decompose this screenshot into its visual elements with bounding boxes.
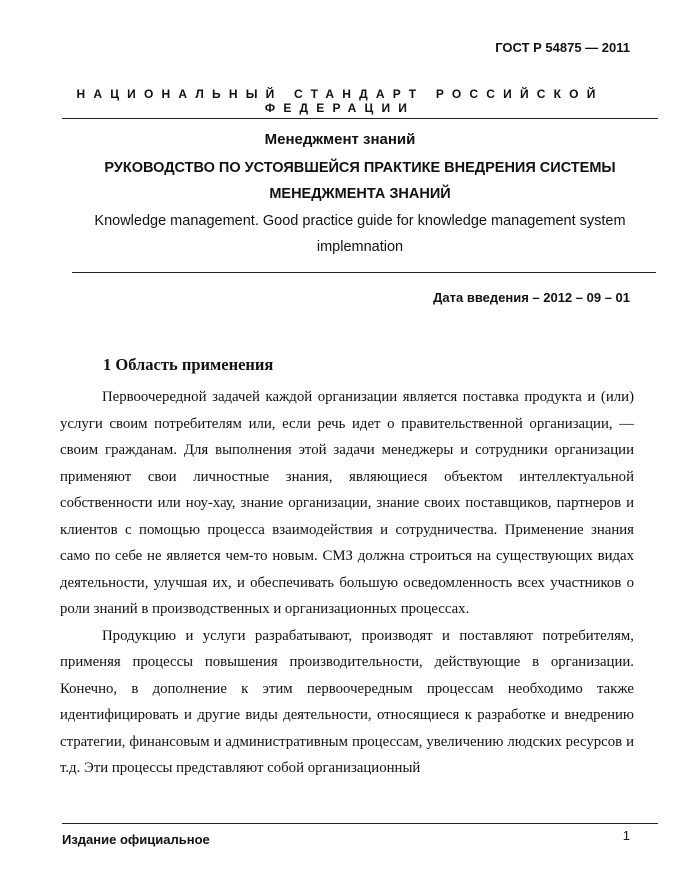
footer-divider xyxy=(62,823,658,824)
paragraph: Продукцию и услуги разрабатывают, производят и поставляют потребителям, применяя процессы повышения производительности, действующие в организации. Конечно, в дополнение к этим первоочередным процессам необходимо также идентифицировать и другие виды деятельности, относящиеся к разработке и внедрению стратегии, финансовым и административным процессам, увеличению людских ресурсов и т.д. Эти процессы представляют собой организационный xyxy=(60,627,634,776)
document-subtitle: РУКОВОДСТВО ПО УСТОЯВШЕЙСЯ ПРАКТИКЕ ВНЕДРЕНИЯ СИСТЕМЫ МЕНЕДЖМЕНТА ЗНАНИЙ xyxy=(104,160,616,202)
english-title: Knowledge management. Good practice guide for knowledge management system implemnation xyxy=(94,213,626,255)
page-number: 1 xyxy=(622,828,630,843)
document-title: Менеджмент знаний xyxy=(264,131,416,148)
section-heading: 1 Область применения xyxy=(103,355,274,374)
top-divider xyxy=(62,118,658,119)
title-divider xyxy=(72,272,656,273)
national-standard-heading: НАЦИОНАЛЬНЫЙ СТАНДАРТ РОССИЙСКОЙ ФЕДЕРАЦИИ xyxy=(76,87,604,115)
introduction-date: Дата введения – 2012 – 09 – 01 xyxy=(433,290,630,305)
edition-label: Издание официальное xyxy=(62,832,210,847)
gost-number: ГОСТ Р 54875 — 2011 xyxy=(495,40,630,55)
section-body xyxy=(60,384,634,782)
paragraph: Первоочередной задачей каждой организации является поставка продукта и (или) услуги своим потребителям или, если речь идет о правительственной организации, — своим гражданам. Для выполнения этой задачи менеджеры и сотрудники организации применяют свои личностные знания, являющиеся объектом интеллектуальной собственности или ноу-хау, знание организации, знание своих поставщиков, партнеров и клиентов с помощью процесса взаимодействия и сотрудничества. Применение знания само по себе не является чем-то новым. СМЗ должна строиться на существующих видах деятельности, улучшая их, и обеспечивать большую осведомленность всех участников о роли знаний в производственных и организационных процессах. xyxy=(60,389,634,617)
